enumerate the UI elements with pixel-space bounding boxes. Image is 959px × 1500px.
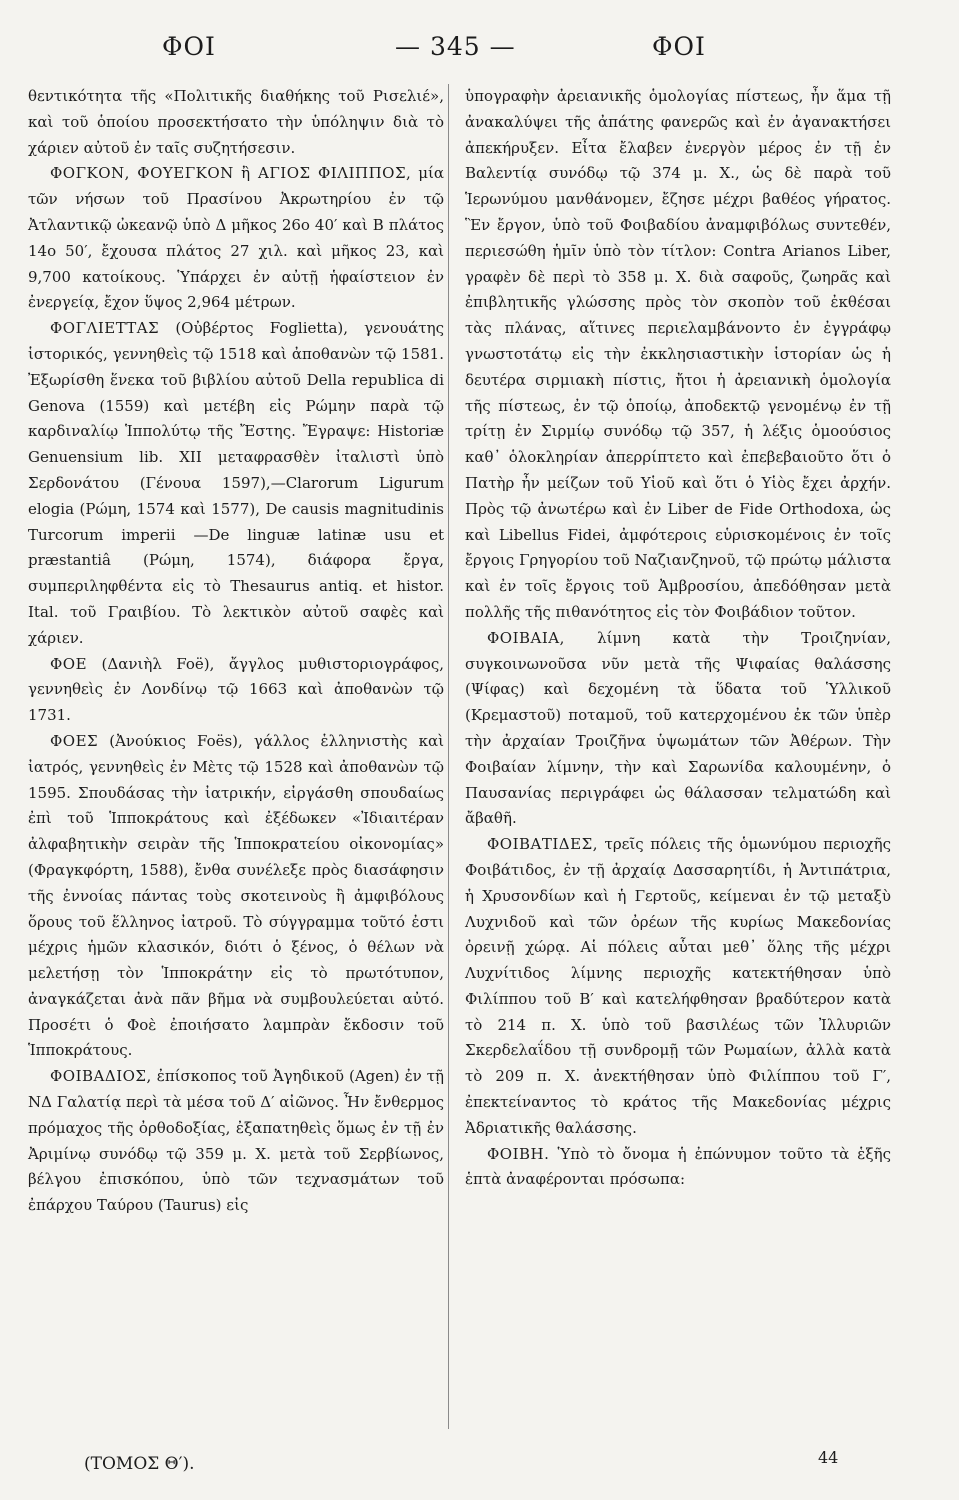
entry-body: τρεῖς πόλεις τῆς ὁμωνύμου περιοχῆς Φοιβάτιδος, ἐν τῇ ἀρχαίᾳ Δασσαρητίδι, ἡ Ἀντιπάτρια, ἡ Χρυσονδίων καὶ ἡ Γερτοῦς, κείμεναι ἐν τῷ μεταξὺ Λυχνιδοῦ καὶ τῶν ὀρέων τῆς κυρίως Μακεδονίας ὀρεινῇ χώρᾳ. Αἱ πόλεις αὗται μεθ᾿ ὅλης τῆς μέχρι Λυχνίτιδος λίμνης περιοχῆς κατεκτήθησαν ὑπὸ Φιλίππου τοῦ Β′ καὶ κατελήφθησαν βραδύτερον κατὰ τὸ 214 π. Χ. ὑπὸ τοῦ βασιλέως τῶν Ἰλλυριῶν Σκερδελαΐδου τῇ συνδρομῇ τῶν Ρωμαίων, ἀλλὰ κατὰ τὸ 209 π. Χ. ἀνεκτήθησαν ὑπὸ Φιλίππου τοῦ Γ′, ἐπεκτείναντος τὸ κράτος τῆς Μακεδονίας μέχρις Ἀδριατικῆς θαλάσσης.	[465, 835, 891, 1137]
entry-headword: ΦΟΕ	[50, 654, 88, 673]
signature-mark: 44	[818, 1448, 839, 1467]
header-left-keyword: ΦΟΙ	[162, 32, 216, 61]
dictionary-entry	[28, 316, 444, 651]
entry-body: Ὑπὸ τὸ ὄνομα ἡ ἐπώνυμον τοῦτο τὰ ἑξῆς ἑπτὰ ἀναφέρονται πρόσωπα:	[465, 1144, 891, 1189]
entry-body: (Δανιὴλ Foë), ἄγγλος μυθιστοριογράφος, γεννηθεὶς ἐν Λονδίνῳ τῷ 1663 καὶ ἀποθανὼν τῷ 1731.	[28, 654, 444, 725]
dictionary-entry	[28, 729, 444, 1064]
entry-body: λίμνη κατὰ τὴν Τροιζηνίαν, συγκοινωνοῦσα νῦν μετὰ τῆς Ψιφαίας θαλάσσης (Ψίφας) καὶ δεχομένη τὰ ὕδατα τοῦ Ὑλλικοῦ (Κρεμαστοῦ) ποταμοῦ, τοῦ κατερχομένου ἐκ τῶν ὑπὲρ τὴν ἀρχαίαν Τροιζῆνα ὑψωμάτων τῶν Ἀθέρων. Τὴν Φοιβαίαν λίμνην, τὴν καὶ Σαρωνίδα καλουμένην, ὁ Παυσανίας περιγράφει ὡς θάλασσαν τελματώδη καὶ ἄβαθῆ.	[465, 628, 891, 828]
entry-headword: ΦΟΓΚΟΝ, ΦΟΥΕΓΚΟΝ ἢ ΑΓΙΟΣ ΦΙΛΙΠΠΟΣ,	[50, 164, 412, 183]
entry-continuation: ὑπογραφὴν ἀρειανικῆς ὁμολογίας πίστεως, ἦν ἅμα τῇ ἀνακαλύψει τῆς ἀπάτης φανερῶς καὶ ἐν ἀγανακτήσει ἀπεκήρυξεν. Εἶτα ἔλαβεν ἐνεργὸν μέρος ἐν τῇ ἐν Βαλεντίᾳ συνόδῳ τῷ 374 μ. Χ., ὡς δὲ παρὰ τοῦ Ἱερωνύμου μανθάνομεν, ἔζησε μέχρι βαθέος γήρατος. Ἓν ἔργον, ὑπὸ τοῦ Φοιβαδίου ἀναμφιβόλως συντεθέν, περιεσώθη ἡμῖν ὑπὸ τὸν τίτλον: Contra Arianos Liber, γραφὲν δὲ περὶ τὸ 358 μ. Χ. διὰ σαφοῦς, ζωηρᾶς καὶ ἐπιβλητικῆς γλώσσης πρὸς τὸν σκοπὸν τοῦ ἐκθέσαι τὰς πλάνας, αἵτινες περιελαμβάνοντο ἐν ἐγγράφῳ γνωστοτάτῳ εἰς τὴν ἐκκλησιαστικὴν ἱστορίαν ὡς ἡ δευτέρα σιρμιακὴ πίστις, ἤτοι ἡ ἀρειανικὴ ὁμολογία τῆς πίστεως, ἐν τῷ ὁποίῳ, ἀποδεκτῷ γενομένῳ ἐν τῇ τρίτῃ ἐν Σιρμίῳ συνόδῳ τῷ 357, ἡ λέξις ὁμοούσιος καθ᾿ ὁλοκληρίαν ἀπερρίπτετο καὶ ἐπεβεβαιοῦτο ὅτι ὁ Πατὴρ ἦν μείζων τοῦ Υἱοῦ καὶ ὅτι ὁ Υἱὸς ἔχει ἀρχήν. Πρὸς τῷ ἀνωτέρω καὶ ἐν Liber de Fide Orthodoxa, ὡς καὶ Libellus Fidei, ἀμφότεροις εὑρισκομένοις ἐν τοῖς ἔργοις Γρηγορίου τοῦ Ναζιανζηνοῦ, τῷ πρώτῳ μάλιστα καὶ ἐν τοῖς ἔργοις τοῦ Ἀμβροσίου, ἀπεδόθησαν μετὰ πολλῆς τῆς πιθανότητος εἰς τὸν Φοιβάδιον τοῦτον.	[465, 87, 891, 621]
header-page-number: — 345 —	[395, 32, 516, 61]
entry-headword: ΦΟΙΒΑΤΙΔΕΣ,	[487, 835, 598, 854]
entry-headword: ΦΟΙΒΗ.	[487, 1144, 550, 1163]
dictionary-entry	[465, 1142, 891, 1194]
dictionary-entry	[465, 626, 891, 832]
running-header	[0, 32, 959, 76]
entry-headword: ΦΟΙΒΑΙΑ,	[487, 628, 565, 647]
right-column	[465, 84, 891, 1193]
volume-label: (ΤΟΜΟΣ Θ′).	[84, 1454, 195, 1474]
entry-headword: ΦΟΓΛΙΕΤΤΑΣ	[50, 319, 160, 338]
dictionary-entry	[28, 1064, 444, 1219]
entry-headword: ΦΟΕΣ	[50, 731, 99, 750]
left-column	[28, 84, 444, 1219]
entry-body: μία τῶν νήσων τοῦ Πρασίνου Ἀκρωτηρίου ἐν τῷ Ἀτλαντικῷ ὠκεανῷ ὑπὸ Δ μῆκος 26ο 40′ καὶ Β πλάτος 14ο 50′, ἔχουσα πλάτος 27 χιλ. καὶ μῆκος 23, καὶ 9,700 κατοίκους. Ὑπάρχει ἐν αὐτῇ ἡφαίστειον ἐν ἐνεργείᾳ, ἔχον ὕψος 2,964 μέτρων.	[28, 164, 444, 312]
column-divider	[448, 84, 449, 1429]
entry-body: (Ἀνούκιος Foës), γάλλος ἑλληνιστὴς καὶ ἰατρός, γεννηθεὶς ἐν Μὲτς τῷ 1528 καὶ ἀποθανὼν τῷ 1595. Σπουδάσας τὴν ἰατρικήν, εἰργάσθη σπουδαίως ἐπὶ τοῦ Ἱπποκράτους καὶ ἐξέδωκεν «Ἰδιαιτέραν ἀλφαβητικὴν σειρὰν τῆς Ἱπποκρατείου οἰκονομίας» (Φραγκφόρτη, 1588), ἔνθα συνέλεξε πρὸς διασάφησιν τῆς ἐννοίας πάντας τοὺς σκοτεινοὺς ἢ ἀμφιβόλους ὅρους τοῦ ἕλληνος ἰατροῦ. Τὸ σύγγραμμα τοῦτό ἐστι μέχρις ἡμῶν κλασικόν, διότι ὁ ξένος, ὁ θέλων νὰ μελετήσῃ τὸν Ἱπποκράτην εἰς τὸ πρωτότυπον, ἀναγκάζεται ἀνὰ πᾶν βῆμα νὰ συμβουλεύεται αὐτό. Προσέτι ὁ Φοὲ ἐποιήσατο λαμπρὰν ἔκδοσιν τοῦ Ἱπποκράτους.	[28, 731, 444, 1060]
dictionary-entry	[28, 161, 444, 316]
entry-body: (Οὐβέρτος Foglietta), γενουάτης ἱστορικός, γεννηθεὶς τῷ 1518 καὶ ἀποθανὼν τῷ 1581. Ἐξωρίσθη ἕνεκα τοῦ βιβλίου αὐτοῦ Della republica di Genova (1559) καὶ μετέβη εἰς Ρώμην παρὰ τῷ καρδιναλίῳ Ἱππολύτῳ τῆς Ἔστης. Ἔγραψε: Historiæ Genuensium lib. XII μεταφρασθὲν ἰταλιστὶ ὑπὸ Σερδονάτου (Γένουα 1597),—Clarorum Ligurum elogia (Ρώμη, 1574 καὶ 1577), De causis magnitudinis Turcorum imperii —De linguæ latinæ usu et præstantiâ (Ρώμη, 1574), διάφορα ἔργα, συμπεριληφθέντα εἰς τὸ Thesaurus antiq. et histor. Ital. τοῦ Γραιβίου. Τὸ λεκτικὸν αὐτοῦ σαφὲς καὶ χάριεν.	[28, 319, 444, 647]
entry-body: ἐπίσκοπος τοῦ Ἀγηδικοῦ (Agen) ἐν τῇ ΝΔ Γαλατίᾳ περὶ τὰ μέσα τοῦ Δ′ αἰῶνος. Ἦν ἔνθερμος πρόμαχος τῆς ὀρθοδοξίας, ἐξαπατηθεὶς ὅμως ἐν τῇ ἐν Ἀριμίνῳ συνόδῳ τῷ 359 μ. Χ. μετὰ τοῦ Σερβίωνος, βέλγου ἐπισκόπου, ὑπὸ τῶν τεχνασμάτων τοῦ ἐπάρχου Ταύρου (Taurus) εἰς	[28, 1067, 444, 1215]
dictionary-entry	[28, 652, 444, 729]
entry-headword: ΦΟΙΒΑΔΙΟΣ,	[50, 1067, 152, 1086]
entry-continuation: θεντικότητα τῆς «Πολιτικῆς διαθήκης τοῦ Ρισελιέ», καὶ τοῦ ὁποίου προσεκτήσατο τὴν ὑπόληψιν διὰ τὸ χάριεν αὐτοῦ ἐν ταῖς συζητήσεσιν.	[28, 87, 444, 157]
header-right-keyword: ΦΟΙ	[652, 32, 706, 61]
dictionary-entry	[465, 832, 891, 1142]
